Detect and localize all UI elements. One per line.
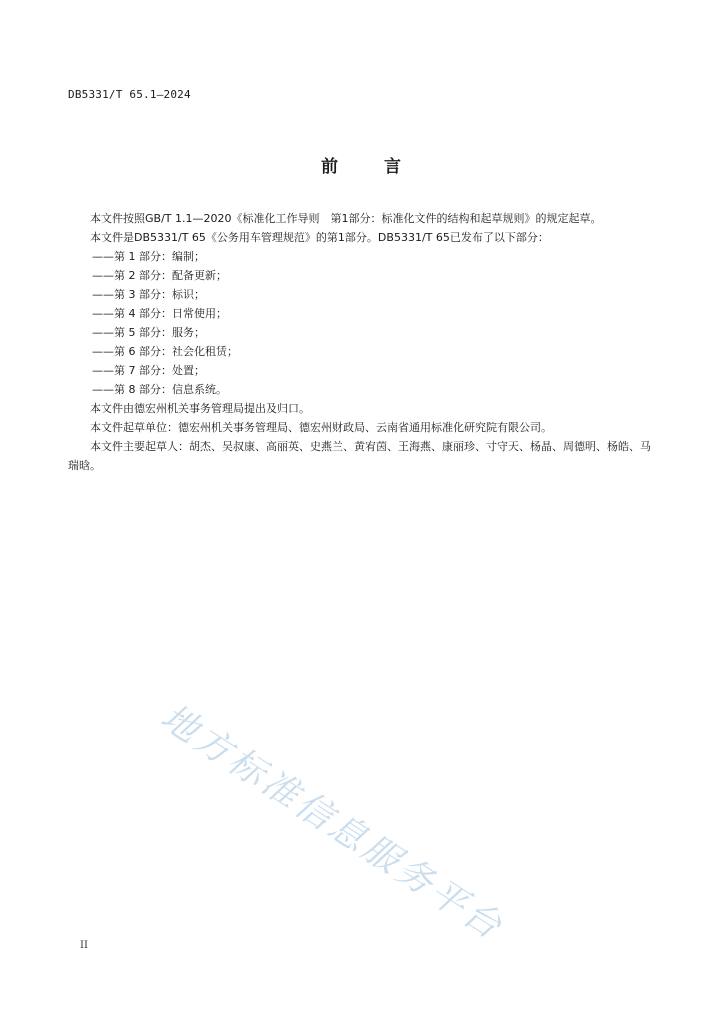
page-number: II — [80, 940, 88, 951]
paragraph-series-intro: 本文件是DB5331/T 65《公务用车管理规范》的第1部分。DB5331/T 65已发布了以下部分： — [90, 231, 549, 244]
watermark: 地方标准信息服务平台 — [153, 696, 512, 949]
list-item-part-8: ——第 8 部分：信息系统。 — [92, 383, 227, 396]
list-item-part-3: ——第 3 部分：标识； — [92, 288, 205, 301]
paragraph-proposer: 本文件由德宏州机关事务管理局提出及归口。 — [90, 402, 310, 415]
paragraph-drafting-units: 本文件起草单位：德宏州机关事务管理局、德宏州财政局、云南省通用标准化研究院有限公司。 — [90, 421, 552, 434]
title-char-1: 前 — [321, 157, 340, 177]
paragraph-drafters: 本文件主要起草人：胡杰、吴叔康、高丽英、史燕兰、黄宥茵、王海燕、康丽珍、寸守天、杨晶、周德明、杨皓、马瑞晗。 — [68, 440, 651, 472]
list-item-part-4: ——第 4 部分：日常使用； — [92, 307, 227, 320]
list-item-part-2: ——第 2 部分：配备更新； — [92, 269, 227, 282]
paragraph-drafting-rules: 本文件按照GB/T 1.1—2020《标准化工作导则 第1部分：标准化文件的结构和起草规则》的规定起草。 — [90, 212, 602, 225]
foreword-body — [68, 209, 660, 475]
list-item-part-7: ——第 7 部分：处置； — [92, 364, 205, 377]
list-item-part-5: ——第 5 部分：服务； — [92, 326, 205, 339]
document-code: DB5331/T 65.1—2024 — [68, 88, 191, 101]
list-item-part-6: ——第 6 部分：社会化租赁； — [92, 345, 238, 358]
title-char-2: 言 — [384, 157, 403, 177]
list-item-part-1: ——第 1 部分：编制； — [92, 250, 205, 263]
page-title — [0, 152, 724, 177]
